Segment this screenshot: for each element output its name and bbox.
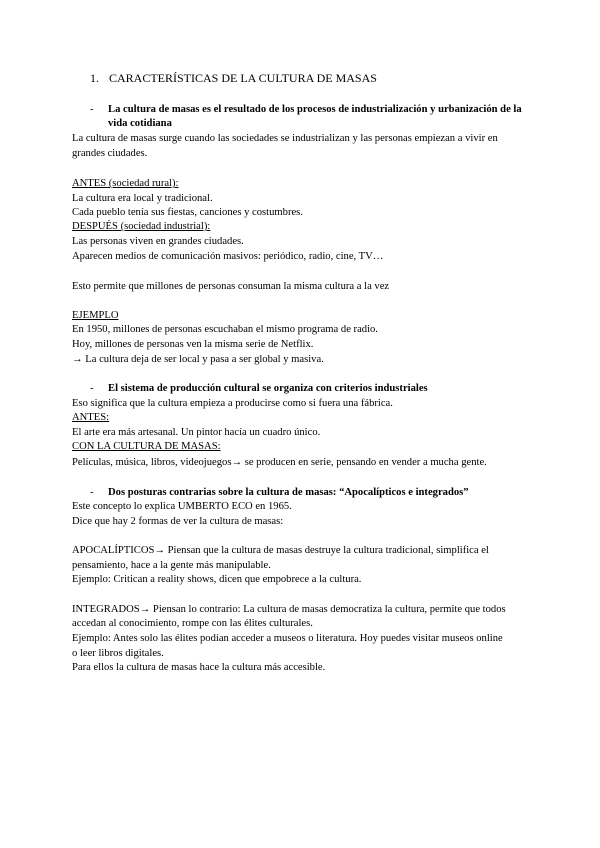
bullet-dos-posturas xyxy=(90,486,528,500)
paragraph-line: grandes ciudades. xyxy=(72,148,148,159)
paragraph-line: La cultura era local y tradicional. xyxy=(72,193,213,204)
bullet-title: Dos posturas contrarias sobre la cultura de masas: “Apocalípticos e integrados” xyxy=(108,487,469,498)
bullet-industrializacion xyxy=(90,103,528,131)
paragraph-line: pensamiento, hace a la gente más manipulable. xyxy=(72,560,271,571)
bullet-title: La cultura de masas es el resultado de los procesos de industrialización y urbanización de la vida cotidiana xyxy=(108,104,522,129)
paragraph-line: Las personas viven en grandes ciudades. xyxy=(72,236,244,247)
ejemplo-label: EJEMPLO xyxy=(72,310,119,321)
paragraph-line: Ejemplo: Critican a reality shows, dicen que empobrece a la cultura. xyxy=(72,574,362,585)
paragraph-line: Películas, música, libros, videojuegos→ se producen en serie, pensando en vender a mucha gente. xyxy=(72,457,487,468)
con-cultura-label: CON LA CULTURA DE MASAS: xyxy=(72,441,221,452)
paragraph-line: → La cultura deja de ser local y pasa a ser global y masiva. xyxy=(72,354,324,365)
bullet-dash: - xyxy=(90,383,94,394)
section-heading xyxy=(90,71,377,86)
paragraph-line: Esto permite que millones de personas consuman la misma cultura a la vez xyxy=(72,281,390,292)
bullet-dash: - xyxy=(90,104,94,115)
paragraph-line: La cultura de masas surge cuando las sociedades se industrializan y las personas empiezan a vivir en xyxy=(72,133,498,144)
paragraph-line: Cada pueblo tenía sus fiestas, canciones y costumbres. xyxy=(72,207,303,218)
paragraph-line: Dice que hay 2 formas de ver la cultura de masas: xyxy=(72,516,284,527)
heading-text: CARACTERÍSTICAS DE LA CULTURA DE MASAS xyxy=(109,71,377,85)
paragraph-line: El arte era más artesanal. Un pintor hacía un cuadro único. xyxy=(72,427,321,438)
paragraph-line: Ejemplo: Antes solo las élites podían acceder a museos o literatura. Hoy puedes visitar museos online xyxy=(72,633,503,644)
paragraph-line: Para ellos la cultura de masas hace la cultura más accesible. xyxy=(72,662,326,673)
heading-number: 1. xyxy=(90,71,99,85)
despues-label: DESPUÉS (sociedad industrial): xyxy=(72,221,211,232)
bullet-title: El sistema de producción cultural se organiza con criterios industriales xyxy=(108,383,428,394)
paragraph-line: Eso significa que la cultura empieza a producirse como si fuera una fábrica. xyxy=(72,398,393,409)
paragraph-line: Aparecen medios de comunicación masivos: periódico, radio, cine, TV… xyxy=(72,251,384,262)
antes-label: ANTES (sociedad rural): xyxy=(72,178,179,189)
paragraph-line: INTEGRADOS→ Piensan lo contrario: La cultura de masas democratiza la cultura, permite que todos xyxy=(72,604,506,615)
antes-label: ANTES: xyxy=(72,412,110,423)
paragraph-line: o leer libros digitales. xyxy=(72,648,164,659)
bullet-produccion-cultural xyxy=(90,382,528,396)
paragraph-line: En 1950, millones de personas escuchaban el mismo programa de radio. xyxy=(72,324,378,335)
paragraph-line: accedan al conocimiento, rompe con las élites culturales. xyxy=(72,618,313,629)
paragraph-line: APOCALÍPTICOS→ Piensan que la cultura de masas destruye la cultura tradicional, simplifica el xyxy=(72,545,489,556)
paragraph-line: Este concepto lo explica UMBERTO ECO en 1965. xyxy=(72,501,292,512)
bullet-dash: - xyxy=(90,487,94,498)
paragraph-line: Hoy, millones de personas ven la misma serie de Netflix. xyxy=(72,339,314,350)
